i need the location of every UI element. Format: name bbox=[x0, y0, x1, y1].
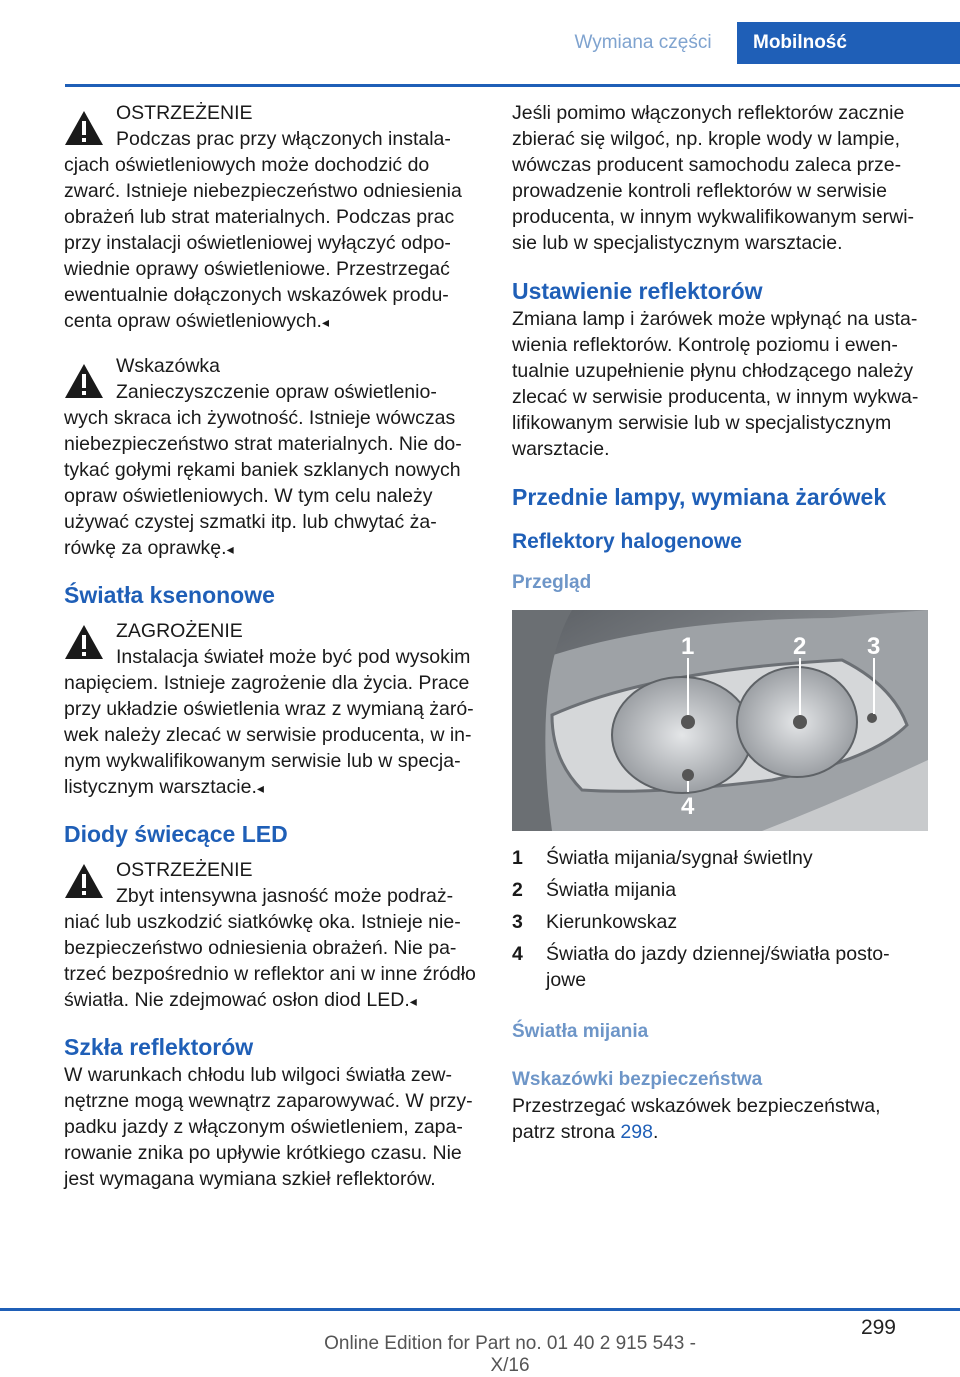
edition-line: Online Edition for Part no. 01 40 2 915 543 - X/16 bbox=[324, 1333, 696, 1376]
danger-text-rest: napięciem. Istnieje zagrożenie dla życia. Prace przy układzie oświetlenia wraz z wymianą żaró-wek należy zlecać w serwisie producenta, w in-nym wykwalifikowanym serwisie lub w specja-listycznym warsztacie. bbox=[64, 672, 474, 798]
lowbeam-heading: Światła mijania bbox=[512, 1021, 649, 1042]
legend-item bbox=[512, 877, 928, 903]
legend-number: 4 bbox=[512, 943, 523, 965]
overview-heading: Przegląd bbox=[512, 572, 592, 593]
glass-paragraph: W warunkach chłodu lub wilgoci światła zew-nętrzne mogą wewnątrz zaparowywać. W przy-padku jazdy z włączonym oświetleniem, zapa-rowanie znika po upływie krótkiego czasu. Nie jest wymagana wymiana szkieł reflektorów. bbox=[64, 1064, 473, 1190]
legend-item bbox=[512, 845, 928, 871]
legend-text: Światła do jazdy dziennej/światła posto-jowe bbox=[546, 943, 890, 991]
notice-text-first: Zanieczyszczenie opraw oświetlenio- bbox=[116, 381, 437, 403]
legend-text: Światła mijania/sygnał świetlny bbox=[546, 847, 813, 869]
warning-triangle-icon bbox=[64, 863, 104, 899]
legend-item bbox=[512, 941, 928, 993]
warning-title: OSTRZEŻENIE bbox=[116, 102, 253, 124]
danger-text bbox=[64, 670, 476, 801]
notice-block bbox=[64, 353, 476, 562]
header-section-title: Wymiana części bbox=[574, 32, 712, 53]
end-mark: ◂ bbox=[321, 314, 329, 330]
safety-heading: Wskazówki bezpieczeństwa bbox=[512, 1069, 763, 1090]
adjust-paragraph: Zmiana lamp i żarówek może wpłynąć na usta-wienia reflektorów. Kontrolę poziomu i ewen-tualnie uzupełnienie płynu chłodzącego należy zlecać w serwisie producenta, w innym wykwa-lifikowanym serwisie lub w specjalistycznym warsztacie. bbox=[512, 308, 919, 460]
notice-text bbox=[64, 405, 476, 562]
page-link[interactable]: 298 bbox=[620, 1121, 653, 1143]
adjust-heading: Ustawienie reflektorów bbox=[512, 278, 763, 304]
safety-paragraph bbox=[512, 1093, 928, 1145]
warning-triangle-icon bbox=[64, 363, 104, 399]
callout-4: 4 bbox=[681, 793, 695, 820]
led-warning-block bbox=[64, 857, 476, 1014]
led-warning-text bbox=[64, 909, 476, 1014]
warning-text bbox=[64, 152, 476, 335]
danger-title: ZAGROŻENIE bbox=[116, 620, 243, 642]
end-mark: ◂ bbox=[409, 993, 417, 1009]
notice-text-rest: wych skraca ich żywotność. Istnieje wówczas niebezpieczeństwo strat materialnych. Nie do-tykać gołymi rękami baniek szklanych nowych opraw oświetleniowych. W tym celu należy używać czystej szmatki itp. lub chwytać ża-rówkę za oprawkę. bbox=[64, 407, 462, 559]
front-lamps-heading: Przednie lampy, wymiana żarówek bbox=[512, 484, 887, 510]
photo-legend bbox=[512, 845, 928, 993]
warning-triangle-icon bbox=[64, 624, 104, 660]
callout-2: 2 bbox=[793, 633, 807, 660]
header-rule bbox=[65, 84, 960, 87]
warning-text-first: Podczas prac przy włączonych instala- bbox=[116, 128, 451, 150]
left-column bbox=[64, 100, 476, 1192]
callout-1: 1 bbox=[681, 633, 695, 660]
safety-text: Przestrzegać wskazówek bezpieczeństwa, patrz strona bbox=[512, 1095, 881, 1143]
warning-block bbox=[64, 100, 476, 335]
led-warning-text-first: Zbyt intensywna jasność może podraż- bbox=[116, 885, 454, 907]
led-heading: Diody świecące LED bbox=[64, 821, 288, 847]
danger-text-first: Instalacja świateł może być pod wysokim bbox=[116, 646, 471, 668]
end-mark: ◂ bbox=[256, 780, 264, 796]
moisture-paragraph: Jeśli pomimo włączonych reflektorów zacznie zbierać się wilgoć, np. krople wody w lampie, wówczas producent samochodu zaleca prze-prowadzenie kontroli reflektorów w serwisie producenta, w innym wykwalifikowanym serwi-sie lub w specjalistycznym warsztacie. bbox=[512, 102, 915, 254]
footer-rule bbox=[0, 1308, 960, 1311]
headlight-illustration bbox=[512, 610, 928, 831]
warning-text-rest: cjach oświetleniowych może dochodzić do zwarć. Istnieje niebezpieczeństwo odniesienia obrażeń lub strat materialnych. Podczas prac przy instalacji oświetleniowej wyłączyć odpo-wiednie oprawy oświetleniowe. Przestrzegać ewentualnie dołączonych wskazówek produ-centa opraw oświetleniowych. bbox=[64, 154, 462, 332]
legend-number: 3 bbox=[512, 911, 523, 933]
legend-number: 1 bbox=[512, 847, 523, 869]
halogen-heading: Reflektory halogenowe bbox=[512, 530, 742, 553]
legend-item bbox=[512, 909, 928, 935]
page-header bbox=[0, 22, 960, 64]
callout-3: 3 bbox=[867, 633, 881, 660]
legend-text: Światła mijania bbox=[546, 879, 677, 901]
safety-end: . bbox=[652, 1121, 659, 1143]
right-column bbox=[512, 100, 928, 1145]
xenon-heading: Światła ksenonowe bbox=[64, 582, 275, 608]
glass-heading: Szkła reflektorów bbox=[64, 1034, 254, 1060]
header-chapter-tab: Mobilność bbox=[737, 22, 960, 64]
danger-block bbox=[64, 618, 476, 801]
page-footer bbox=[0, 1298, 960, 1376]
warning-triangle-icon bbox=[64, 110, 104, 146]
end-mark: ◂ bbox=[226, 541, 234, 557]
headlight-photo bbox=[512, 610, 928, 831]
led-warning-title: OSTRZEŻENIE bbox=[116, 859, 253, 881]
led-warning-text-rest: niać lub uszkodzić siatkówkę oka. Istnieje nie-bezpieczeństwo odniesienia obrażeń. Nie pa-trzeć bezpośrednio w reflektor ani w inne źródło światła. Nie zdejmować osłon diod LED. bbox=[64, 911, 476, 1011]
legend-number: 2 bbox=[512, 879, 523, 901]
notice-title: Wskazówka bbox=[116, 355, 221, 377]
page-number: 299 bbox=[860, 1316, 896, 1339]
legend-text: Kierunkowskaz bbox=[546, 911, 678, 933]
